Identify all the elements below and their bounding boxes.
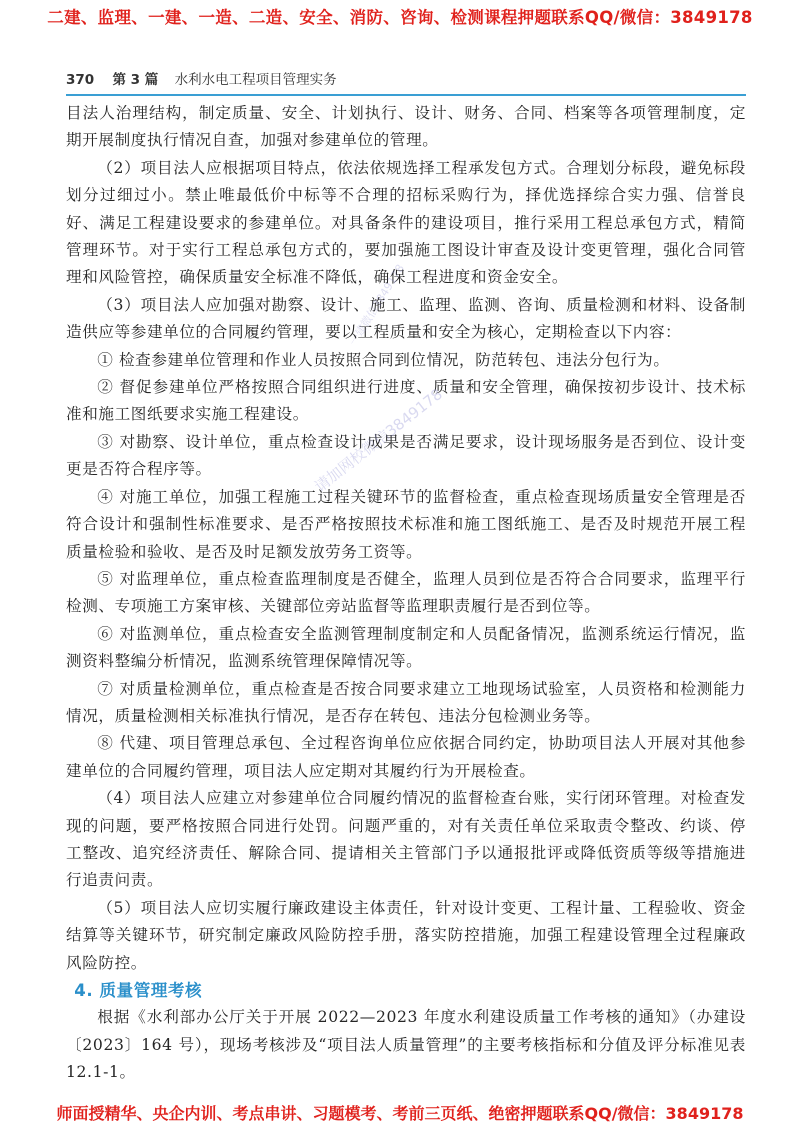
paragraph-item-2: （2）项目法人应根据项目特点，依法依规选择工程承发包方式。合理划分标段，避免标段划分过细过小。禁止唯最低价中标等不合理的招标采购行为，择优选择综合实力强、信誉良好、满足工程建设要求的参建单位。对具备条件的建设项目，推行采用工程总承包方式，精简管理环节。对于实行工程总承包方式的，要加强施工图设计审查及设计变更管理，强化合同管理和风险管控，确保质量安全标准不降低，确保工程进度和资金安全。 — [66, 158, 746, 287]
check-item-1: ① 检查参建单位管理和作业人员按照合同到位情况，防范转包、违法分包行为。 — [97, 350, 670, 369]
book-title: 水利水电工程项目管理实务 — [174, 72, 337, 88]
top-contact-banner: 二建、监理、一建、一造、二造、安全、消防、咨询、检测课程押题联系QQ/微信：3849178 — [47, 8, 753, 27]
watermark-diagonal: 请加网校微信3849178 — [311, 385, 446, 496]
check-item-6: ⑥ 对监测单位，重点检查安全监测管理制度制定和人员配备情况，监测系统运行情况，监测资料整编分析情况，监测系统管理保障情况等。 — [66, 624, 746, 671]
check-item-5: ⑤ 对监理单位，重点检查监理制度是否健全，监理人员到位是否符合合同要求，监理平行检测、专项施工方案审核、关键部位旁站监督等监理职责履行是否到位等。 — [66, 569, 746, 616]
paragraph-continued: 目法人治理结构，制定质量、安全、计划执行、设计、财务、合同、档案等各项管理制度，定期开展制度执行情况自查，加强对参建单位的管理。 — [66, 104, 746, 150]
bottom-contact-banner: 师面授精华、央企内训、考点串讲、习题模考、考前三页纸、绝密押题联系QQ/微信：3849178 — [56, 1104, 744, 1123]
check-item-4: ④ 对施工单位，加强工程施工过程关键环节的监督检查，重点检查现场质量安全管理是否符合设计和强制性标准要求、是否严格按照技术标准和施工图纸施工、是否及时规范开展工程质量检验和验收、是否及时足额发放劳务工资等。 — [66, 487, 746, 561]
part-label: 第 3 篇 — [112, 72, 159, 88]
page-number: 370 — [66, 72, 95, 88]
watermark-small: 一建微信3849178 — [346, 262, 408, 348]
page-running-header — [66, 68, 746, 96]
section-heading: 4. 质量管理考核 — [74, 981, 203, 1000]
check-item-3: ③ 对勘察、设计单位，重点检查设计成果是否满足要求，设计现场服务是否到位、设计变更是否符合程序等。 — [66, 432, 746, 479]
paragraph-item-3: （3）项目法人应加强对勘察、设计、施工、监理、监测、咨询、质量检测和材料、设备制造供应等参建单位的合同履约管理，要以工程质量和安全为核心，定期检查以下内容： — [66, 295, 746, 342]
check-item-2: ② 督促参建单位严格按照合同组织进行进度、质量和安全管理，确保按初步设计、技术标准和施工图纸要求实施工程建设。 — [66, 378, 746, 424]
check-item-7: ⑦ 对质量检测单位，重点检查是否按合同要求建立工地现场试验室，人员资格和检测能力情况，质量检测相关标准执行情况，是否存在转包、违法分包检测业务等。 — [66, 679, 746, 725]
check-item-8: ⑧ 代建、项目管理总承包、全过程咨询单位应依据合同约定，协助项目法人开展对其他参建单位的合同履约管理，项目法人应定期对其履约行为开展检查。 — [66, 734, 746, 780]
page-body — [66, 100, 746, 1087]
paragraph-section-4: 根据《水利部办公厅关于开展 2022—2023 年度水利建设质量工作考核的通知》（办建设〔2023〕164 号），现场考核涉及“项目法人质量管理”的主要考核指标和分值及评分标准见表 12.1-1。 — [66, 1008, 746, 1082]
paragraph-item-4: （4）项目法人应建立对参建单位合同履约情况的监督检查台账，实行闭环管理。对检查发现的问题，要严格按照合同进行处罚。问题严重的，对有关责任单位采取责令整改、约谈、停工整改、追究经济责任、解除合同、提请相关主管部门予以通报批评或降低资质等级等措施进行追责问责。 — [66, 789, 746, 890]
paragraph-item-5: （5）项目法人应切实履行廉政建设主体责任，针对设计变更、工程计量、工程验收、资金结算等关键环节，研究制定廉政风险防控手册，落实防控措施，加强工程建设管理全过程廉政风险防控。 — [66, 898, 746, 972]
